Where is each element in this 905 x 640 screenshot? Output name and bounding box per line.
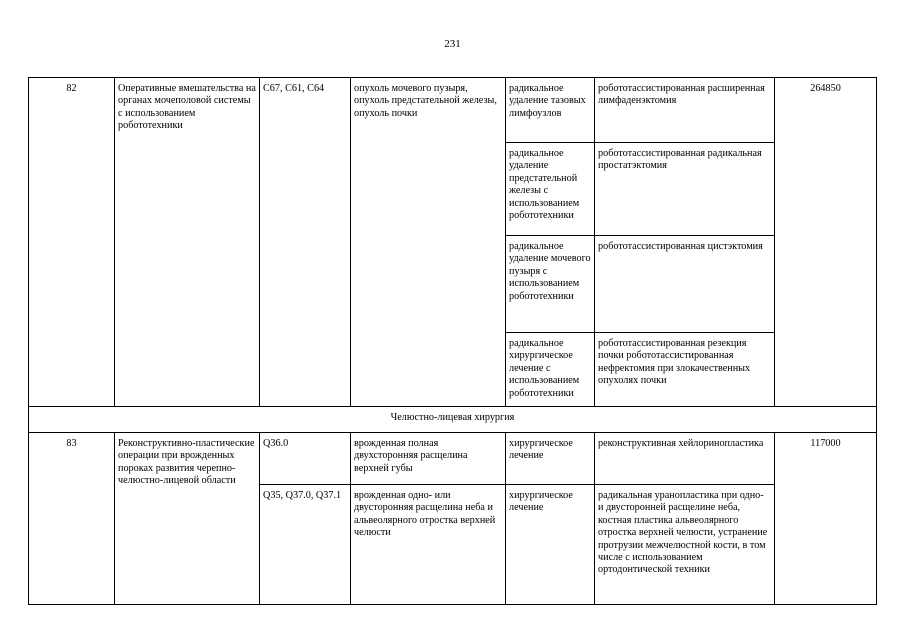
treatment-method: радикальная уранопластика при одно- и двусторонней расщелине неба, костная пластика альвеолярного отростка верхней челюсти, устранение протрузии межчелюстной кости, в том числе с использованием ортодонтической техники (595, 485, 775, 605)
price-value: 264850 (775, 78, 877, 407)
treatment-method: робототассистированная радикальная простатэктомия (595, 143, 775, 236)
icd-codes: Q35, Q37.0, Q37.1 (260, 485, 351, 605)
section-title: Челюстно-лицевая хирургия (29, 407, 877, 433)
patient-model: врожденная одно- или двусторонняя расщелина неба и альвеолярного отростка верхней челюсти (351, 485, 506, 605)
treatment-type: радикальное удаление мочевого пузыря с использованием робототехники (506, 236, 595, 333)
row-number: 82 (29, 78, 115, 407)
icd-codes: Q36.0 (260, 433, 351, 485)
table-row (29, 433, 877, 485)
patient-model: врожденная полная двухсторонняя расщелина верхней губы (351, 433, 506, 485)
treatment-method: реконструктивная хейлоринопластика (595, 433, 775, 485)
treatment-method: робототассистированная резекция почки робототассистированная нефректомия при злокачественных опухолях почки (595, 333, 775, 407)
treatment-type: радикальное хирургическое лечение с использованием робототехники (506, 333, 595, 407)
treatment-type: радикальное удаление тазовых лимфоузлов (506, 78, 595, 143)
services-table (28, 77, 877, 605)
treatment-method: робототассистированная цистэктомия (595, 236, 775, 333)
treatment-method: робототассистированная расширенная лимфаденэктомия (595, 78, 775, 143)
table-row (29, 78, 877, 143)
intervention-name: Реконструктивно-пластические операции при врожденных пороках развития черепно-челюстно-лицевой области (115, 433, 260, 605)
treatment-type: хирургическое лечение (506, 433, 595, 485)
page-number: 231 (444, 38, 461, 50)
treatment-type: радикальное удаление предстательной железы с использованием робототехники (506, 143, 595, 236)
section-row (29, 407, 877, 433)
patient-model: опухоль мочевого пузыря, опухоль предстательной железы, опухоль почки (351, 78, 506, 407)
price-value: 117000 (775, 433, 877, 605)
intervention-name: Оперативные вмешательства на органах мочеполовой системы с использованием робототехники (115, 78, 260, 407)
row-number: 83 (29, 433, 115, 605)
treatment-type: хирургическое лечение (506, 485, 595, 605)
icd-codes: C67, C61, C64 (260, 78, 351, 407)
